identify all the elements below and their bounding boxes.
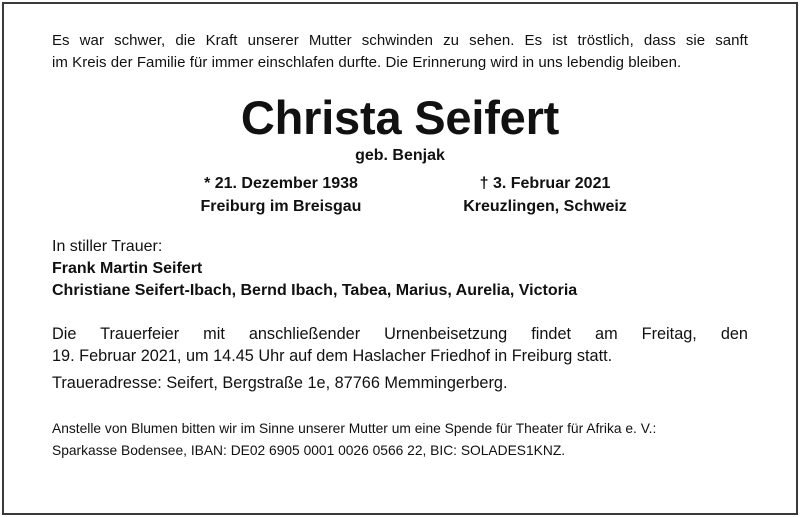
birth-date: * 21. Dezember 1938 bbox=[204, 175, 358, 192]
mourning-address: Traueradresse: Seifert, Bergstraße 1e, 87766 Memmingerberg. bbox=[52, 374, 508, 392]
death-date: † 3. Februar 2021 bbox=[479, 175, 611, 192]
death-info bbox=[430, 172, 660, 218]
service-line-2: 19. Februar 2021, um 14.45 Uhr auf dem Haslacher Friedhof in Freiburg statt. bbox=[52, 347, 613, 365]
deceased-name: Christa Seifert bbox=[240, 91, 560, 144]
service-line-1: Die Trauerfeier mit anschließender Urnenbeisetzung findet am Freitag, den bbox=[52, 325, 748, 343]
mourners-block bbox=[52, 236, 748, 302]
birth-place: Freiburg im Breisgau bbox=[200, 198, 362, 215]
donation-line-2: Sparkasse Bodensee, IBAN: DE02 6905 0001 0026 0566 22, BIC: SOLADES1KNZ. bbox=[52, 443, 566, 458]
mourner-line-1: Frank Martin Seifert bbox=[52, 260, 203, 277]
donation-line-1: Anstelle von Blumen bitten wir im Sinne unserer Mutter um eine Spende für Theater für Afrika e. V.: bbox=[52, 421, 657, 436]
intro-text bbox=[52, 30, 748, 74]
mourner-line-2: Christiane Seifert-Ibach, Bernd Ibach, Tabea, Marius, Aurelia, Victoria bbox=[52, 282, 578, 299]
birth-info bbox=[176, 172, 386, 218]
mourners-heading: In stiller Trauer: bbox=[52, 238, 163, 255]
intro-line-2: im Kreis der Familie für immer einschlafen durfte. Die Erinnerung wird in uns lebendig bleiben. bbox=[52, 54, 682, 71]
maiden-name: geb. Benjak bbox=[355, 147, 445, 164]
intro-line-1: Es war schwer, die Kraft unserer Mutter schwinden zu sehen. Es ist tröstlich, dass sie sanft bbox=[52, 32, 748, 49]
donation-note bbox=[52, 418, 748, 462]
death-place: Kreuzlingen, Schweiz bbox=[463, 198, 627, 215]
service-info bbox=[52, 323, 748, 367]
